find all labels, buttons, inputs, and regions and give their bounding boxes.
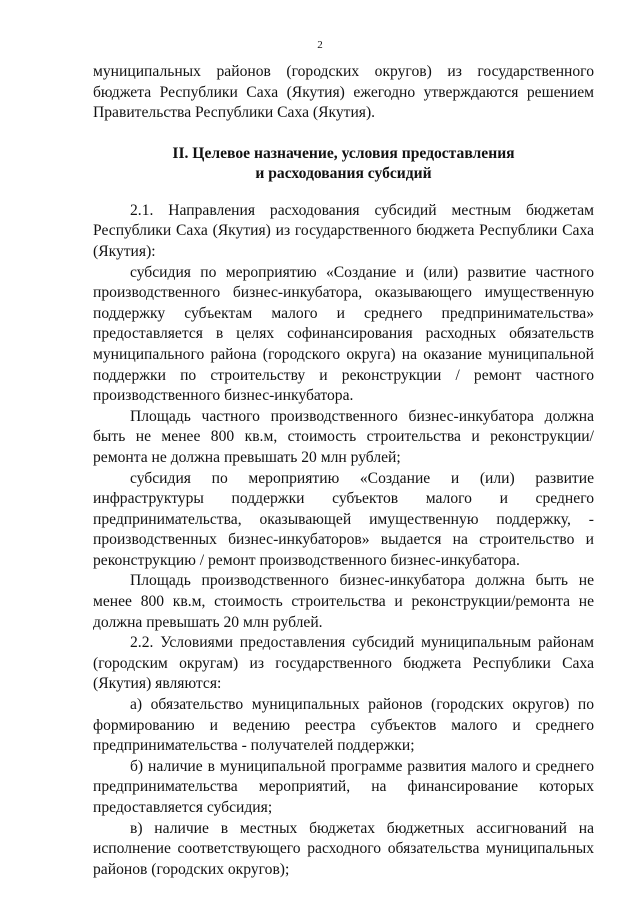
section-heading-line-1: II. Целевое назначение, условия предоставления xyxy=(172,144,515,162)
intro-paragraph: муниципальных районов (городских округов) из государственного бюджета Республики Саха (Якутия) ежегодно утверждаются решением Правительства Республики Саха (Якутия). xyxy=(93,63,594,122)
page-number: 2 xyxy=(317,39,323,51)
paragraph-2-2: 2.2. Условиями предоставления субсидий муниципальным районам (городским округам) из государственного бюджета Республики Саха (Якутия) являются: xyxy=(93,634,594,693)
paragraph-condition-c: в) наличие в местных бюджетах бюджетных ассигнований на исполнение соответствующего расходного обязательства муниципальных районов (городских округов); xyxy=(93,819,594,878)
paragraph-subsidy-private-incubator: субсидия по мероприятию «Создание и (или) развитие частного производственного бизнес-инкубатора, оказывающего имущественную поддержку субъектам малого и среднего предпринимательства» предоставляется в целях софинансирования расходных обязательств муниципального района (городского округа) на оказание муниципальной поддержки по строительству и реконструкции / ремонт частного производственного бизнес-инкубатора. xyxy=(93,263,594,405)
section-heading-line-2: и расходования субсидий xyxy=(255,164,432,182)
paragraph-incubator-area: Площадь производственного бизнес-инкубатора должна быть не менее 800 кв.м, стоимость строительства и реконструкции/ремонта не должна превышать 20 млн рублей. xyxy=(93,572,594,631)
paragraph-condition-b: б) наличие в муниципальной программе развития малого и среднего предпринимательства мероприятий, на финансирование которых предоставляется субсидия; xyxy=(93,757,594,816)
paragraph-subsidy-infrastructure: субсидия по мероприятию «Создание и (или) развитие инфраструктуры поддержки субъектов малого и среднего предпринимательства, оказывающей имущественную поддержку, - производственных бизнес-инкубаторов» выдается на строительство и реконструкцию / ремонт производственного бизнес-инкубатора. xyxy=(93,469,594,569)
document-body xyxy=(93,62,594,880)
paragraph-2-1: 2.1. Направления расходования субсидий местным бюджетам Республики Саха (Якутия) из государственного бюджета Республики Саха (Якутия): xyxy=(93,201,594,260)
section-heading xyxy=(93,144,594,184)
paragraph-condition-a: а) обязательство муниципальных районов (городских округов) по формированию и ведению реестра субъектов малого и среднего предпринимательства - получателей поддержки; xyxy=(93,696,594,755)
paragraph-private-incubator-area: Площадь частного производственного бизнес-инкубатора должна быть не менее 800 кв.м, стоимость строительства и реконструкции/ремонта не должна превышать 20 млн рублей; xyxy=(93,407,594,466)
